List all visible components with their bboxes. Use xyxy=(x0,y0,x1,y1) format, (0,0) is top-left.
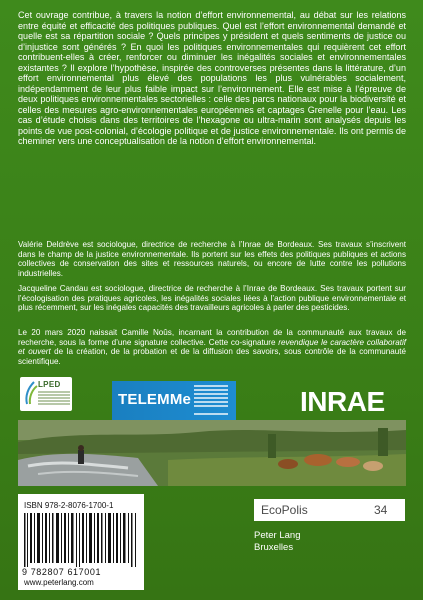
telemme-logo xyxy=(112,381,236,421)
lped-logo-text: LPED xyxy=(38,380,61,389)
telemme-logo-subtext xyxy=(194,385,228,387)
publisher-city: Bruxelles xyxy=(254,542,294,553)
bio-nous-emphasis: revendique le caractère collaboratif et ouvert xyxy=(18,337,406,356)
bio-candau: Jacqueline Candau est sociologue, directrice de recherche à l’Inrae de Bordeaux. Ses travaux portent sur l’écologisation des pratiques agricoles, les inégalités sociales liées à l’action publique environnementale et plus récemment, sur les inégales capacités des travailleurs agricoles à parler des pesticides. xyxy=(18,284,406,312)
bio-deldreve: Valérie Deldrève est sociologue, directrice de recherche à l’Inrae de Bordeaux. Ses travaux s’inscrivent dans le champ de la justice environnementale. Ils portent sur les effets des politiques publiques et actions collectives de conservation des sites et ressources naturels, ou encore de lutte contre les pollutions industrielles. xyxy=(18,240,406,278)
publisher-block xyxy=(254,530,300,554)
inrae-logo: INRAE xyxy=(300,386,385,417)
telemme-logo-text: TELEMMe xyxy=(118,391,192,408)
bio-nous-part2: de la création, de la probation et de la diffusion des savoirs, sous contrôle de la communauté scientifique. xyxy=(18,347,406,366)
lped-mark-icon xyxy=(24,380,38,406)
barcode-panel xyxy=(18,494,144,590)
lped-logo-subtext xyxy=(38,391,70,393)
series-name: EcoPolis xyxy=(261,503,308,517)
barcode-digits: 9 782807 617001 xyxy=(22,567,102,577)
isbn-text: ISBN 978-2-8076-1700-1 xyxy=(24,501,114,510)
publisher-url[interactable]: www.peterlang.com xyxy=(24,578,94,587)
bio-camille-nous xyxy=(18,328,406,366)
cover-photo xyxy=(18,420,406,486)
lped-logo xyxy=(20,377,72,411)
series-box xyxy=(254,499,405,521)
summary-text: Cet ouvrage contribue, à travers la notion d’effort environnemental, au débat sur les relations entre équité et efficacité des politiques publiques. Quel est l’effort environnemental demandé et quelle est sa répartition sociale ? Quels principes y président et quels sentiments de justice ou d’injustice sont générés ? En quoi les politiques environnementales qui requièrent cet effort contribuent-elles à créer, renforcer ou diminuer les inégalités sociales et environnementales existantes ? Il explore l’hypothèse, inspirée des controverses présentes dans la littérature, d’un effort environnemental plus élevé des populations les plus vulnérables socialement, indépendamment de leur plus faible impact sur l’environnement. Elle est mise à l’épreuve de deux politiques environnementales sectorielles : celle des parcs nationaux pour la biodiversité et celles des mesures agro-environnementales européennes et captages Grenelle pour l’eau. Les cas d’étude choisis dans des territoires de l’hexagone ou ultra-marin sont analysés depuis les points de vue post-colonial, d’écologie politique et de justice environnementale. Ils ont permis de cheminer vers une conceptualisation de la notion d’effort environnemental. xyxy=(18,10,406,146)
barcode-icon xyxy=(24,513,138,567)
bio-nous-part1: Le 20 mars 2020 naissait Camille Noûs, incarnant la contribution de la communauté aux travaux de recherche, sous la forme d’une signature collective. Cette co-signature xyxy=(18,328,406,347)
landscape-photo-image xyxy=(18,420,406,486)
publisher-name: Peter Lang xyxy=(254,530,301,541)
series-number: 34 xyxy=(374,503,388,517)
